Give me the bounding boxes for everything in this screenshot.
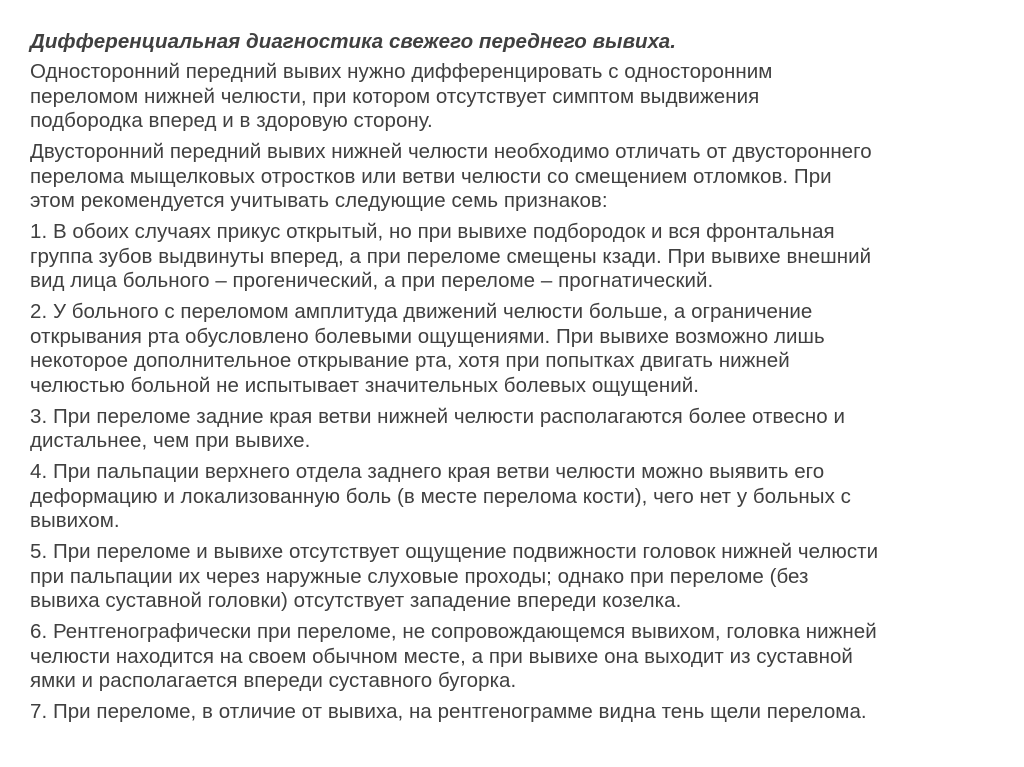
text-line: 7. При переломе, в отличие от вывиха, на рентгенограмме видна тень щели перелома.: [30, 700, 867, 723]
sign-item-6: [30, 620, 990, 694]
slide-title: Дифференциальная диагностика свежего переднего вывиха.: [30, 30, 676, 53]
text-line: ямки и располагается впереди суставного бугорка.: [30, 669, 517, 692]
text-line: вывиха суставной головки) отсутствует западение впереди козелка.: [30, 589, 682, 612]
text-line: группа зубов выдвинуты вперед, а при переломе смещены кзади. При вывихе внешний: [30, 244, 872, 268]
text-line: перелома мыщелковых отростков или ветви челюсти со смещением отломков. При: [30, 164, 832, 188]
paragraph-intro-unilateral: [30, 60, 990, 134]
text-line: челюстью больной не испытывает значительных болевых ощущений.: [30, 373, 699, 397]
sign-item-7: [30, 700, 990, 725]
text-line: открывания рта обусловлено болевыми ощущениями. При вывихе возможно лишь: [30, 324, 825, 348]
text-line: подбородка вперед и в здоровую сторону.: [30, 109, 433, 132]
text-line: переломом нижней челюсти, при котором отсутствует симптом выдвижения: [30, 84, 760, 108]
text-line: Двусторонний передний вывих нижней челюсти необходимо отличать от двустороннего: [30, 140, 872, 163]
text-line: 3. При переломе задние края ветви нижней челюсти располагаются более отвесно и: [30, 404, 845, 428]
sign-item-1: [30, 220, 990, 294]
text-line: челюсти находится на своем обычном месте, а при вывихе она выходит из суставной: [30, 644, 853, 668]
text-line: этом рекомендуется учитывать следующие семь признаков:: [30, 189, 608, 212]
text-line: 6. Рентгенографически при переломе, не сопровождающемся вывихом, головка нижней: [30, 620, 877, 643]
paragraph-intro-bilateral: [30, 140, 990, 214]
slide-content: [30, 30, 990, 731]
text-line: 4. При пальпации верхнего отдела заднего края ветви челюсти можно выявить его: [30, 460, 825, 483]
text-line: некоторое дополнительное открывание рта, хотя при попытках двигать нижней: [30, 349, 790, 372]
text-line: при пальпации их через наружные слуховые проходы; однако при переломе (без: [30, 564, 809, 588]
sign-item-5: [30, 540, 990, 614]
text-line: дистальнее, чем при вывихе.: [30, 429, 311, 452]
text-line: 2. У больного с переломом амплитуда движений челюсти больше, а ограничение: [30, 300, 813, 323]
text-line: вид лица больного – прогенический, а при переломе – прогнатический.: [30, 269, 714, 292]
text-line: Односторонний передний вывих нужно дифференцировать с односторонним: [30, 60, 773, 83]
text-line: 5. При переломе и вывихе отсутствует ощущение подвижности головок нижней челюсти: [30, 540, 879, 563]
sign-item-4: [30, 460, 990, 534]
text-line: деформацию и локализованную боль (в месте перелома кости), чего нет у больных с: [30, 484, 851, 508]
sign-item-2: [30, 300, 990, 398]
text-line: 1. В обоих случаях прикус открытый, но при вывихе подбородок и вся фронтальная: [30, 220, 835, 243]
sign-item-3: [30, 405, 990, 454]
text-line: вывихом.: [30, 509, 120, 532]
